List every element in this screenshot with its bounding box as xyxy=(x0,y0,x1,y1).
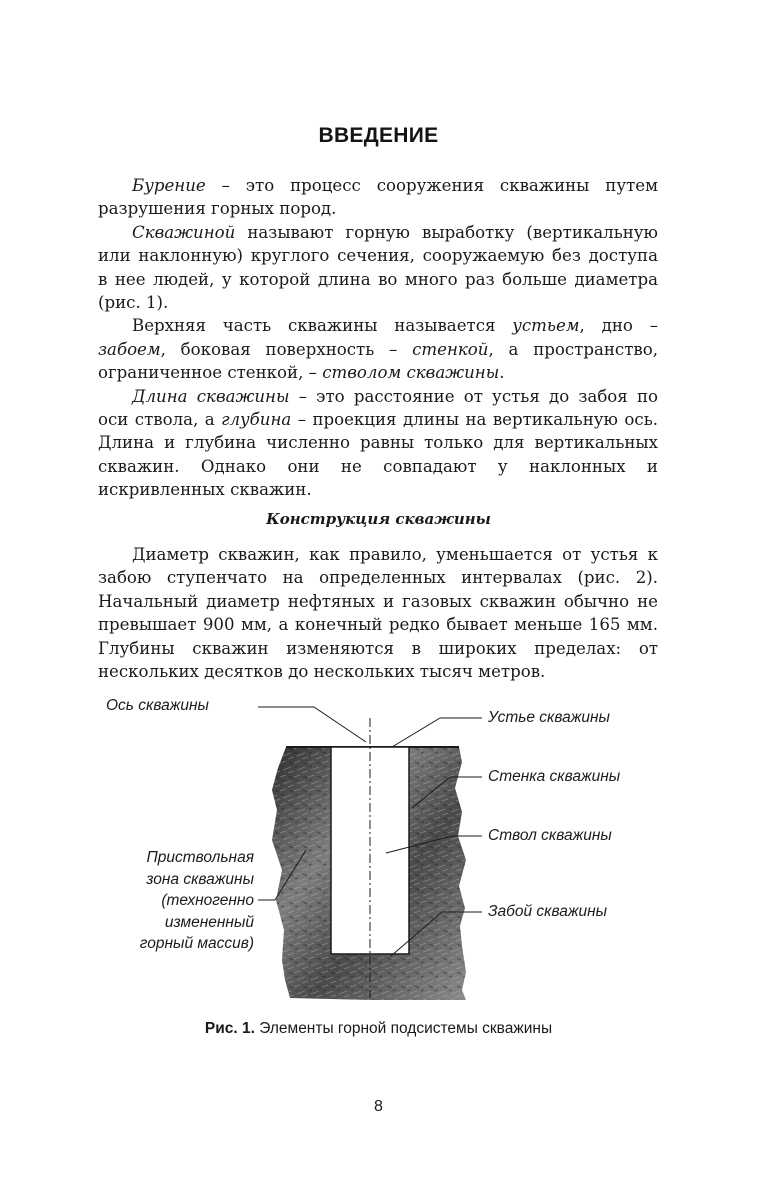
text-run: – проекция длины на вертикальную ось. Длина и глубина численно равны только для вертикальных скважин. Однако они не совпадают у наклонных и искривленных скважин. xyxy=(98,410,659,500)
text-run: Диаметр скважин, как правило, уменьшается от устья к забою ступенчато на определенных интервалах (рис. 2). Начальный диаметр нефтяных и газовых скважин обычно не превышает 900 мм, а конечный редко бывает меньше 165 мм. Глубины скважин изменяются в широких пределах: от нескольких десятков до нескольких тысяч метров. xyxy=(98,545,658,682)
text-run: . xyxy=(499,363,505,383)
italic-term: стволом скважины xyxy=(322,363,500,383)
label-wall: Стенка скважины xyxy=(488,768,621,785)
figure-1 xyxy=(0,690,757,1020)
text-run: , дно – xyxy=(579,316,658,336)
text-run: , боковая поверхность – xyxy=(160,339,413,359)
italic-term: устьем xyxy=(512,316,580,336)
intro-paragraph xyxy=(98,174,658,221)
label-trunk: Ствол скважины xyxy=(488,827,612,844)
italic-term: стенкой xyxy=(412,339,489,359)
label-bottom: Забой скважины xyxy=(488,903,608,920)
intro-paragraph xyxy=(98,314,658,384)
text-run: Верхняя часть скважины называется xyxy=(132,316,513,336)
label-axis: Ось скважины xyxy=(106,697,209,714)
intro-paragraph xyxy=(98,385,658,502)
italic-term: забоем xyxy=(98,339,161,359)
page-number: 8 xyxy=(374,1098,383,1115)
construction-text xyxy=(98,543,658,683)
caption-text: Элементы горной подсистемы скважины xyxy=(254,1020,553,1037)
text-run: называют горную выработку (вертикальную или наклонную) круглого сечения, сооружаемую без доступа в нее людей, у которой длина во много раз больше диаметра (рис. 1). xyxy=(98,222,658,313)
italic-term: глубина xyxy=(221,410,292,430)
text-run: – это расстояние от устья до забоя по оси ствола, а xyxy=(98,386,659,430)
figure-caption xyxy=(0,1020,757,1038)
label-mouth: Устье скважины xyxy=(488,709,610,726)
label-zone: Приствольная зона скважины (техногенно измененный горный массив) xyxy=(139,849,254,952)
caption-label: Рис. 1. xyxy=(204,1020,255,1037)
intro-text xyxy=(98,174,658,502)
chapter-heading: ВВЕДЕНИЕ xyxy=(318,124,439,147)
intro-paragraph xyxy=(98,221,658,315)
italic-term: Бурение xyxy=(132,176,206,195)
section-subheading: Конструкция скважины xyxy=(266,510,491,528)
italic-term: Скважиной xyxy=(132,222,236,242)
construction-paragraph xyxy=(98,543,658,683)
text-run: – это процесс сооружения скважины путем разрушения горных пород. xyxy=(98,176,658,219)
text-run: , а пространство, ограниченное стенкой, – xyxy=(98,339,658,383)
italic-term: Длина скважины xyxy=(132,386,290,406)
